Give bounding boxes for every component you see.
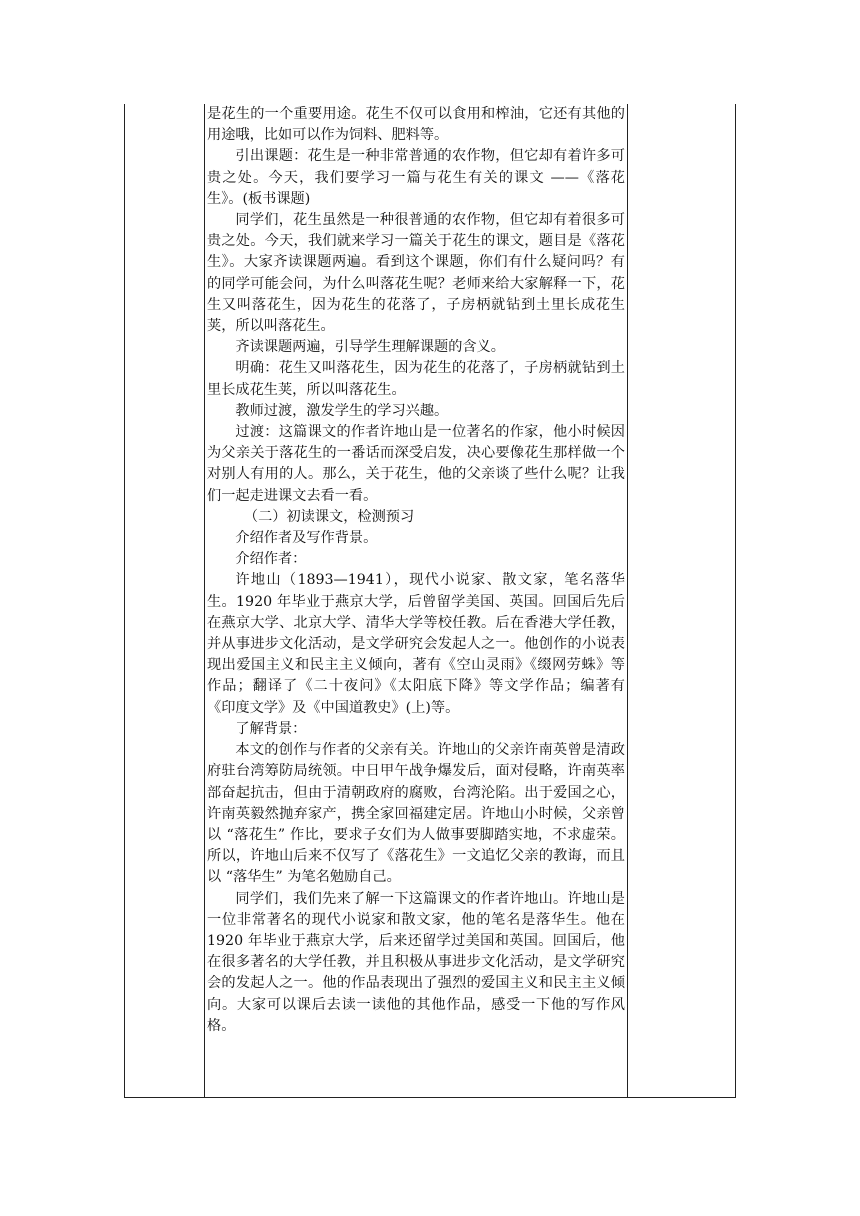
column-divider-right — [627, 104, 628, 1097]
paragraph: 介绍作者及写作背景。 — [235, 530, 378, 547]
paragraph: 同学们，花生虽然是一种很普通的农作物，但它却有着很多可贵之处。今天，我们就来学习一篇关于花生的课文，题目是《落花生》。大家齐读课题两遍。看到这个课题，你们有什么疑问吗？有的同学可能会问，为什么叫落花生呢？老师来给大家解释一下，花生又叫落花生，因为花生的花落了，子房柄就钻到土里长成花生荚，所以叫落花生。 — [207, 212, 625, 335]
paragraph: 过渡：这篇课文的作者许地山是一位著名的作家，他小时候因为父亲关于落花生的一番话而深受启发，决心要像花生那样做一个对别人有用的人。那么，关于花生，他的父亲谈了些什么呢？让我们一起走进课文去看一看。 — [207, 424, 625, 504]
paragraph: 是花生的一个重要用途。花生不仅可以食用和榨油，它还有其他的用途哦，比如可以作为饲料、肥料等。 — [207, 106, 625, 144]
paragraph: 齐读课题两遍，引导学生理解课题的含义。 — [235, 339, 505, 356]
column-divider-left — [204, 104, 205, 1097]
lesson-table — [124, 104, 736, 1098]
paragraph: 许地山（1893—1941），现代小说家、散文家，笔名落华生。1920 年毕业于燕京大学，后曾留学美国、英国。回国后先后在燕京大学、北京大学、清华大学等校任教。后在香港大学任教，并从事进步文化活动，是文学研究会发起人之一。他创作的小说表现出爱国主义和民主主义倾向，著有《空山灵雨》《缀网劳蛛》等作品；翻译了《二十夜问》《太阳底下降》等文学作品；编著有《印度文学》及《中国道教史》(上)等。 — [207, 572, 625, 716]
paragraph: 了解背景： — [235, 720, 307, 737]
paragraph: 介绍作者： — [235, 551, 307, 568]
paragraph: 引出课题：花生是一种非常普通的农作物，但它却有着许多可贵之处。今天，我们要学习一篇与花生有关的课文 ——《落花生》。(板书课题) — [207, 148, 625, 207]
section-heading: （二）初读课文，检测预习 — [243, 508, 415, 525]
paragraph: 同学们，我们先来了解一下这篇课文的作者许地山。许地山是一位非常著名的现代小说家和散文家，他的笔名是落华生。他在 1920 年毕业于燕京大学，后来还留学过美国和英国。回国后，他在很多著名的大学任教，并且积极从事进步文化活动，是文学研究会的发起人之一。他的作品表现出了强烈的爱国主义和民主主义倾向。大家可以课后去读一读他的其他作品，感受一下他的写作风格。 — [207, 890, 625, 1034]
paragraph: 教师过渡，激发学生的学习兴趣。 — [235, 402, 449, 419]
paragraph: 明确：花生又叫落花生，因为花生的花落了，子房柄就钻到土里长成花生荚，所以叫落花生。 — [207, 360, 625, 398]
lesson-content — [207, 104, 625, 1037]
paragraph: 本文的创作与作者的父亲有关。许地山的父亲许南英曾是清政府驻台湾筹防局统领。中日甲午战争爆发后，面对侵略，许南英率部奋起抗击，但由于清朝政府的腐败，台湾沦陷。出于爱国之心，许南英毅然抛弃家产，携全家回福建定居。许地山小时候，父亲曾以 “落花生” 作比，要求子女们为人做事要脚踏实地，不求虚荣。所以，许地山后来不仅写了《落花生》一文追忆父亲的教诲，而且以 “落华生” 为笔名勉励自己。 — [207, 742, 625, 886]
